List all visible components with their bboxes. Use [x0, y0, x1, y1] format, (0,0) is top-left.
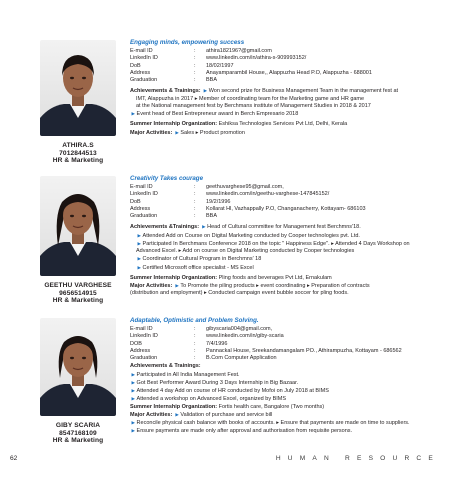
internship-label: Summer Internship Organization: — [130, 403, 218, 410]
arrow-icon: ▶ — [131, 371, 136, 377]
linkedin-link[interactable]: www.linkedin.com/in/geethu-varghese-147845152/ — [206, 191, 330, 198]
person-dept: HR & Marketing — [52, 157, 104, 165]
field-graduation: Graduation : BBA — [130, 213, 448, 220]
achievements-label: Achievements &Trainings: — [130, 224, 200, 231]
linkedin-link[interactable]: www.linkedin.com/in/giby-scaria — [206, 333, 284, 340]
arrow-icon: ▶ — [203, 88, 208, 94]
arrow-icon: ▶ — [131, 396, 136, 402]
arrow-icon: ▶ — [175, 411, 179, 417]
person-dept: HR & Marketing — [52, 437, 104, 445]
person-portrait — [40, 176, 116, 276]
major-label: Major Activities: — [130, 282, 173, 289]
arrow-icon: ▶ — [137, 240, 142, 246]
arrow-icon: ▶ — [175, 129, 179, 135]
person-portrait — [40, 40, 116, 136]
field-label: Address — [130, 347, 151, 354]
achievement-item: Attended Add on Course on Digital Marketing conducted by Cooper technologies pvt. Ltd. — [142, 232, 360, 239]
profile-info — [130, 174, 448, 297]
field-label: E-mail ID — [130, 326, 153, 332]
person-name-block — [30, 142, 126, 165]
field-value: 19/2/1996 — [206, 198, 231, 205]
achievements — [130, 223, 448, 271]
field-value: 18/02/1997 — [206, 62, 234, 69]
field-label: DOB — [130, 340, 142, 347]
field-address: Address : Kollarat Hl, Vazhappally P.O, Changanacherry, Kottayam- 686103 — [130, 206, 448, 213]
achievements — [130, 87, 448, 118]
tagline: Creativity Takes courage — [130, 175, 204, 182]
profile-card — [0, 316, 450, 450]
field-address: Address : Anayamparambil House,, Alappuzha Head P.O, Alappuzha - 688001 — [130, 70, 448, 77]
field-graduation: Graduation : B.Com Computer Application — [130, 355, 448, 362]
profile-photo — [40, 40, 116, 136]
person-name-block — [30, 282, 126, 305]
field-value: 7/4/1996 — [206, 340, 228, 347]
internship — [130, 121, 448, 136]
major-item: To Promote the piling products ▸ event coordinating ▸ Preparation of contracts — [180, 282, 370, 289]
field-dob: DOB : 7/4/1996 — [130, 341, 448, 348]
internship — [130, 275, 448, 298]
arrow-icon: ▶ — [131, 111, 136, 117]
achievement-item: Certified Microsoft office specialist - MS Excel — [142, 264, 254, 271]
major-item: Sales ▸ Product promotion — [180, 129, 245, 136]
internship-value: Eshiksa Technologies Services Pvt Ltd, Delhi, Kerala — [218, 121, 348, 128]
internship-value: Fortis health care, Bangalore (Two months) — [218, 403, 325, 410]
achievement-item: Attended 4 day Add on course of HR conducted by Mofoi on July 2018 at BIMS — [136, 388, 329, 395]
email-link[interactable]: geethuvarghese95@gmail.com, — [206, 184, 284, 190]
internship-value: Pling foods and beverages Pvt Ltd, Ernakulam — [218, 274, 332, 281]
page-number: 62 — [10, 455, 18, 462]
field-label: Graduation — [130, 355, 158, 362]
field-label: Address — [130, 69, 151, 76]
major-item: (distribution and employment) ▸ Conducted campaign event bubble soccer for pling foods. — [130, 290, 349, 297]
achievement-item: Head of Cultural committee for Management fest Berchmns'18. — [207, 224, 361, 231]
arrow-icon: ▶ — [131, 379, 136, 385]
field-label: DoB — [130, 62, 141, 69]
field-value: Pannackal House, Sreekandamangalam PO., Athirampuzha, Kottayam - 686562 — [206, 347, 402, 354]
achievements — [130, 363, 448, 403]
arrow-icon: ▶ — [137, 232, 142, 238]
field-graduation: Graduation : BBA — [130, 77, 448, 84]
arrow-icon: ▶ — [175, 282, 179, 288]
person-phone: 7012844513 — [59, 149, 97, 157]
field-linkedin: LinkedIn ID : www.linkedin.com/in/giby-scaria — [130, 333, 448, 340]
major-item: Validation of purchase and service bill — [180, 411, 273, 418]
email-link[interactable]: gibyscaria004@gmail.com, — [206, 326, 273, 332]
person-name: GIBY SCARIA — [55, 422, 101, 429]
achievement-item: Advanced Excel. ▸ Add on course on Digital Marketing conducted by Cooper technologies — [136, 248, 355, 255]
profile-card — [0, 174, 450, 312]
field-address: Address : Pannackal House, Sreekandamangalam PO., Athirampuzha, Kottayam - 686562 — [130, 348, 448, 355]
major-item: Reconcile physical cash balance with books of accounts. ▸ Ensure that payments are made on time to suppliers. — [136, 419, 410, 426]
achievements-label: Achievements & Trainings: — [130, 88, 201, 95]
field-label: LinkedIn ID — [130, 55, 158, 62]
profile-photo — [40, 318, 116, 416]
achievement-item: Participated In Berchmans Conference 2018 on the topic " Happiness Edge". ▸ Attended 4 Days Workshop on — [142, 240, 410, 247]
achievements-label: Achievements & Trainings: — [130, 363, 201, 370]
achievement-item: Coordinator of Cultural Program in Berchmns' 18 — [142, 256, 262, 263]
profile-photo — [40, 176, 116, 276]
field-email: E-mail ID : athira182196?@gmail.com — [130, 48, 448, 55]
field-label: LinkedIn ID — [130, 191, 158, 198]
person-name: ATHIRA.S — [62, 142, 94, 149]
tagline: Adaptable, Optimistic and Problem Solving. — [130, 317, 259, 324]
linkedin-link[interactable]: www.linkedin.com/in/athira-s-909993152/ — [206, 55, 307, 62]
field-label: Graduation — [130, 213, 158, 220]
person-name-block — [30, 422, 126, 445]
field-email: E-mail ID : gibyscaria004@gmail.com, — [130, 326, 448, 333]
person-dept: HR & Marketing — [52, 297, 104, 305]
achievement-item: Participated in All India Management Fest. — [136, 371, 240, 378]
achievement-item: Won second prize for Business Management Team in the management fest at — [208, 88, 399, 95]
arrow-icon: ▶ — [131, 388, 136, 394]
arrow-icon: ▶ — [131, 419, 136, 425]
field-label: E-mail ID — [130, 184, 153, 190]
achievement-item: Attended a workshop on Advanced Excel, organized by BIMS — [136, 396, 287, 403]
field-value: Kollarat Hl, Vazhappally P.O, Changanacherry, Kottayam- 686103 — [206, 205, 366, 212]
person-name: GEETHU VARGHESE — [44, 282, 112, 289]
field-label: Graduation — [130, 77, 158, 84]
field-linkedin: LinkedIn ID : www.linkedin.com/in/athira-s-909993152/ — [130, 55, 448, 62]
major-label: Major Activities: — [130, 411, 173, 418]
achievement-item: Got Best Performer Award During 3 Days Internship in Big Bazaar. — [136, 379, 299, 386]
field-label: DoB — [130, 198, 141, 205]
field-email: E-mail ID : geethuvarghese95@gmail.com, — [130, 184, 448, 191]
field-dob: DoB : 18/02/1997 — [130, 63, 448, 70]
profile-card — [0, 38, 450, 170]
achievement-item: IMT, Alappuzha in 2017 ▸ Member of coordinating team for the Marketing game and HR game — [136, 95, 365, 102]
arrow-icon: ▶ — [131, 428, 136, 434]
tagline: Engaging minds, empowering success — [130, 39, 245, 46]
arrow-icon: ▶ — [202, 224, 206, 230]
internship-label: Summer Internship Organization: — [130, 274, 218, 281]
arrow-icon: ▶ — [137, 264, 142, 270]
field-value: BBA — [206, 77, 218, 84]
field-label: E-mail ID — [130, 48, 153, 54]
internship-label: Summer Internship Organization: — [130, 121, 218, 128]
field-value: Anayamparambil House,, Alappuzha Head P.O, Alappuzha - 688001 — [206, 69, 372, 76]
field-linkedin: LinkedIn ID : www.linkedin.com/in/geethu-varghese-147845152/ — [130, 191, 448, 198]
field-label: LinkedIn ID — [130, 333, 158, 340]
major-item: Ensure payments are made only after approval and authorisation from requisite persons. — [136, 428, 353, 435]
achievement-item: Event head of Best Entrepreneur award in Berch Empresario 2018 — [136, 111, 299, 118]
person-portrait — [40, 318, 116, 416]
person-phone: 9656514915 — [59, 289, 97, 297]
field-value: BBA — [206, 213, 218, 220]
email-link[interactable]: athira182196?@gmail.com — [206, 48, 272, 54]
field-value: B.Com Computer Application — [206, 355, 277, 362]
profile-info — [130, 316, 448, 435]
major-label: Major Activities: — [130, 129, 173, 136]
department-title: HUMAN RESOURCE — [275, 455, 440, 462]
field-dob: DoB : 19/2/1996 — [130, 199, 448, 206]
field-label: Address — [130, 205, 151, 212]
person-phone: 8547168109 — [59, 429, 97, 437]
profile-info — [130, 38, 448, 137]
achievement-item: at the National management fest by Berchmans institute of Management Studies in 2018 & 2017 — [136, 102, 371, 109]
internship — [130, 404, 448, 436]
arrow-icon: ▶ — [137, 256, 142, 262]
